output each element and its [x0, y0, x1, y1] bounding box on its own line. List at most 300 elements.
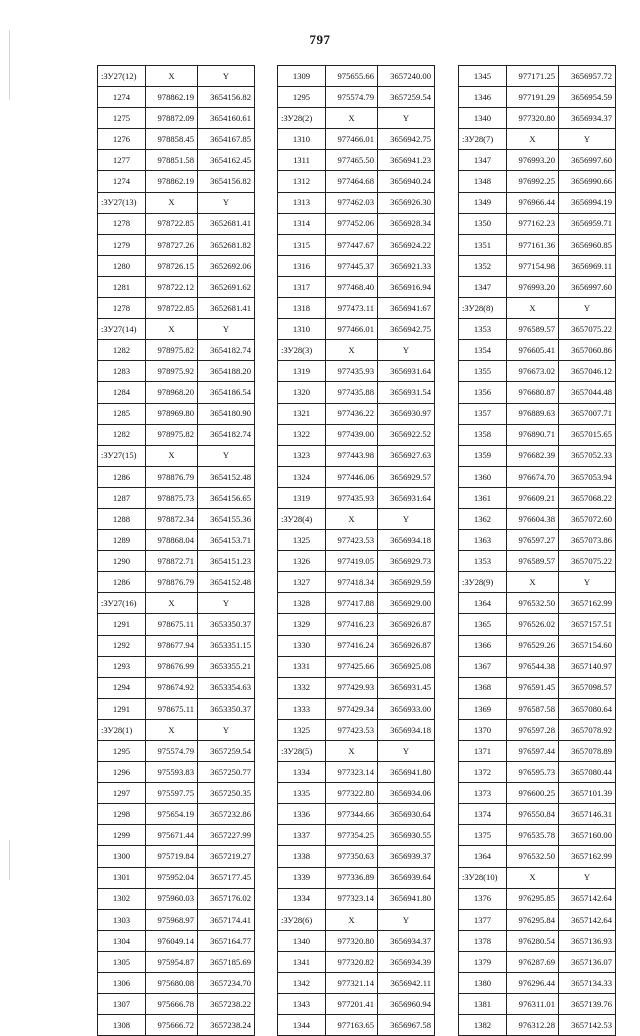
x-coordinate: 976992.25: [507, 171, 559, 192]
table-row: [98, 614, 255, 635]
parcel-header-row: [278, 108, 435, 129]
x-coordinate: 975954.87: [146, 951, 198, 972]
point-number: 1334: [278, 762, 326, 783]
x-coordinate: 975680.08: [146, 973, 198, 994]
table-row: [278, 677, 435, 698]
table-row: [459, 719, 616, 740]
table-row: [459, 804, 616, 825]
table-row: [459, 741, 616, 762]
y-coordinate: 3656931.54: [378, 382, 435, 403]
point-number: 1353: [459, 319, 507, 340]
point-number: 1295: [278, 87, 326, 108]
x-coordinate: 976589.57: [507, 319, 559, 340]
x-coordinate: 976532.50: [507, 593, 559, 614]
y-coordinate: 3657238.22: [198, 994, 255, 1015]
x-column-heading: X: [326, 508, 378, 529]
x-coordinate: 976993.20: [507, 150, 559, 171]
x-coordinate: 978858.45: [146, 129, 198, 150]
point-number: 1340: [278, 930, 326, 951]
y-coordinate: 3657142.53: [559, 1015, 616, 1036]
point-number: 1296: [98, 762, 146, 783]
x-coordinate: 977445.37: [326, 255, 378, 276]
parcel-label: :ЗУ28(10): [459, 867, 507, 888]
table-row: [278, 213, 435, 234]
x-coordinate: 977416.24: [326, 635, 378, 656]
point-number: 1349: [459, 192, 507, 213]
y-column-heading: Y: [378, 508, 435, 529]
point-number: 1288: [98, 508, 146, 529]
scan-edge-mark-bottom: [9, 840, 10, 880]
table-row: [459, 783, 616, 804]
point-number: 1302: [98, 888, 146, 909]
y-coordinate: 3656933.00: [378, 698, 435, 719]
y-coordinate: 3656997.60: [559, 150, 616, 171]
x-coordinate: 976587.58: [507, 698, 559, 719]
point-number: 1321: [278, 403, 326, 424]
table-row: [459, 1015, 616, 1036]
y-coordinate: 3656929.00: [378, 593, 435, 614]
x-coordinate: 978862.19: [146, 87, 198, 108]
parcel-header-row: [459, 129, 616, 150]
x-coordinate: 977161.36: [507, 234, 559, 255]
table-row: [98, 487, 255, 508]
x-coordinate: 978975.82: [146, 424, 198, 445]
y-coordinate: 3657098.57: [559, 677, 616, 698]
x-coordinate: 977162.23: [507, 213, 559, 234]
point-number: 1370: [459, 719, 507, 740]
x-coordinate: 977447.67: [326, 234, 378, 255]
table-row: [459, 382, 616, 403]
x-coordinate: 976544.38: [507, 656, 559, 677]
table-row: [278, 614, 435, 635]
x-coordinate: 977464.68: [326, 171, 378, 192]
x-coordinate: 976682.39: [507, 445, 559, 466]
point-number: 1287: [98, 487, 146, 508]
table-row: [459, 973, 616, 994]
point-number: 1282: [98, 424, 146, 445]
point-number: 1314: [278, 213, 326, 234]
table-row: [278, 192, 435, 213]
y-coordinate: 3653354.63: [198, 677, 255, 698]
x-coordinate: 978872.09: [146, 108, 198, 129]
y-coordinate: 3656997.60: [559, 276, 616, 297]
point-number: 1319: [278, 487, 326, 508]
table-row: [98, 846, 255, 867]
point-number: 1374: [459, 804, 507, 825]
x-coordinate: 977423.53: [326, 719, 378, 740]
y-coordinate: 3657250.77: [198, 762, 255, 783]
x-coordinate: 977429.93: [326, 677, 378, 698]
point-number: 1337: [278, 825, 326, 846]
point-number: 1313: [278, 192, 326, 213]
parcel-label: :ЗУ28(8): [459, 298, 507, 319]
table-row: [278, 171, 435, 192]
x-coordinate: 976673.02: [507, 361, 559, 382]
y-coordinate: 3653351.15: [198, 635, 255, 656]
y-coordinate: 3656960.85: [559, 234, 616, 255]
y-coordinate: 3656934.18: [378, 719, 435, 740]
point-number: 1280: [98, 255, 146, 276]
y-coordinate: 3657075.22: [559, 319, 616, 340]
x-coordinate: 977429.34: [326, 698, 378, 719]
y-coordinate: 3657078.89: [559, 741, 616, 762]
point-number: 1292: [98, 635, 146, 656]
table-row: [459, 319, 616, 340]
table-row: [98, 867, 255, 888]
point-number: 1323: [278, 445, 326, 466]
point-number: 1278: [98, 298, 146, 319]
table-row: [278, 298, 435, 319]
point-number: 1335: [278, 783, 326, 804]
table-row: [278, 593, 435, 614]
table-row: [278, 445, 435, 466]
point-number: 1362: [459, 508, 507, 529]
y-coordinate: 3657176.02: [198, 888, 255, 909]
point-number: 1291: [98, 698, 146, 719]
y-coordinate: 3656942.75: [378, 319, 435, 340]
y-coordinate: 3656926.87: [378, 614, 435, 635]
y-coordinate: 3657136.93: [559, 930, 616, 951]
y-coordinate: 3657142.64: [559, 909, 616, 930]
table-row: [98, 171, 255, 192]
x-column-heading: X: [326, 108, 378, 129]
table-row: [98, 87, 255, 108]
point-number: 1356: [459, 382, 507, 403]
table-row: [459, 234, 616, 255]
point-number: 1310: [278, 319, 326, 340]
table-row: [459, 213, 616, 234]
y-coordinate: 3654152.48: [198, 572, 255, 593]
y-coordinate: 3657073.86: [559, 530, 616, 551]
y-coordinate: 3657142.64: [559, 888, 616, 909]
parcel-header-row: [278, 340, 435, 361]
table-row: [459, 66, 616, 87]
x-coordinate: 975593.83: [146, 762, 198, 783]
y-column-heading: Y: [198, 66, 255, 87]
table-row: [98, 276, 255, 297]
y-coordinate: 3657075.22: [559, 551, 616, 572]
table-row: [98, 825, 255, 846]
point-number: 1325: [278, 530, 326, 551]
y-coordinate: 3657219.27: [198, 846, 255, 867]
table-row: [459, 930, 616, 951]
table-row: [459, 551, 616, 572]
table-row: [98, 382, 255, 403]
parcel-header-row: [459, 867, 616, 888]
x-column-heading: X: [507, 129, 559, 150]
y-coordinate: 3657177.45: [198, 867, 255, 888]
x-column-heading: X: [326, 909, 378, 930]
y-coordinate: 3654155.36: [198, 508, 255, 529]
y-coordinate: 3656927.63: [378, 445, 435, 466]
x-coordinate: 975960.03: [146, 888, 198, 909]
parcel-label: :ЗУ28(5): [278, 741, 326, 762]
point-number: 1295: [98, 741, 146, 762]
table-row: [278, 66, 435, 87]
point-number: 1327: [278, 572, 326, 593]
x-coordinate: 976609.21: [507, 487, 559, 508]
y-coordinate: 3656969.11: [559, 255, 616, 276]
table-row: [98, 804, 255, 825]
point-number: 1340: [459, 108, 507, 129]
point-number: 1316: [278, 255, 326, 276]
y-coordinate: 3656967.58: [378, 1015, 435, 1036]
point-number: 1333: [278, 698, 326, 719]
x-coordinate: 978727.26: [146, 234, 198, 255]
x-coordinate: 978674.92: [146, 677, 198, 698]
point-number: 1328: [278, 593, 326, 614]
x-coordinate: 976890.71: [507, 424, 559, 445]
x-coordinate: 977443.98: [326, 445, 378, 466]
point-number: 1352: [459, 255, 507, 276]
table-row: [278, 276, 435, 297]
table-row: [459, 150, 616, 171]
table-row: [459, 466, 616, 487]
x-coordinate: 976526.02: [507, 614, 559, 635]
point-number: 1371: [459, 741, 507, 762]
table-row: [459, 255, 616, 276]
x-coordinate: 976680.87: [507, 382, 559, 403]
point-number: 1351: [459, 234, 507, 255]
table-row: [459, 888, 616, 909]
point-number: 1334: [278, 888, 326, 909]
y-coordinate: 3657140.97: [559, 656, 616, 677]
x-coordinate: 977191.29: [507, 87, 559, 108]
table-row: [459, 508, 616, 529]
y-column-heading: Y: [559, 867, 616, 888]
table-row: [278, 255, 435, 276]
y-coordinate: 3656929.59: [378, 572, 435, 593]
table-row: [98, 403, 255, 424]
x-coordinate: 976595.73: [507, 762, 559, 783]
x-coordinate: 977417.88: [326, 593, 378, 614]
table-row: [459, 909, 616, 930]
y-coordinate: 3652692.06: [198, 255, 255, 276]
y-coordinate: 3654186.54: [198, 382, 255, 403]
parcel-header-row: [459, 572, 616, 593]
y-coordinate: 3654153.71: [198, 530, 255, 551]
x-column-heading: X: [146, 445, 198, 466]
point-number: 1361: [459, 487, 507, 508]
coordinates-table-middle: [277, 65, 435, 1036]
y-coordinate: 3657162.99: [559, 846, 616, 867]
y-coordinate: 3654156.65: [198, 487, 255, 508]
table-row: [98, 973, 255, 994]
x-coordinate: 977462.03: [326, 192, 378, 213]
y-coordinate: 3657157.51: [559, 614, 616, 635]
x-column-heading: X: [507, 298, 559, 319]
y-coordinate: 3652681.41: [198, 213, 255, 234]
x-column-heading: X: [326, 340, 378, 361]
point-number: 1320: [278, 382, 326, 403]
x-coordinate: 975574.79: [326, 87, 378, 108]
y-coordinate: 3654180.90: [198, 403, 255, 424]
point-number: 1303: [98, 909, 146, 930]
x-column-heading: X: [146, 593, 198, 614]
y-coordinate: 3654167.85: [198, 129, 255, 150]
table-row: [278, 762, 435, 783]
x-coordinate: 975968.97: [146, 909, 198, 930]
point-number: 1294: [98, 677, 146, 698]
x-column-heading: X: [507, 572, 559, 593]
x-coordinate: 976966.44: [507, 192, 559, 213]
point-number: 1300: [98, 846, 146, 867]
x-coordinate: 975671.44: [146, 825, 198, 846]
point-number: 1297: [98, 783, 146, 804]
point-number: 1365: [459, 614, 507, 635]
point-number: 1366: [459, 635, 507, 656]
x-coordinate: 976597.28: [507, 719, 559, 740]
y-column-heading: Y: [378, 340, 435, 361]
table-row: [459, 487, 616, 508]
y-coordinate: 3657234.70: [198, 973, 255, 994]
table-row: [459, 951, 616, 972]
x-coordinate: 976550.84: [507, 804, 559, 825]
table-row: [459, 340, 616, 361]
y-coordinate: 3656924.22: [378, 234, 435, 255]
y-coordinate: 3652681.41: [198, 298, 255, 319]
x-coordinate: 975654.19: [146, 804, 198, 825]
x-coordinate: 977425.66: [326, 656, 378, 677]
table-row: [278, 951, 435, 972]
parcel-header-row: [98, 192, 255, 213]
point-number: 1311: [278, 150, 326, 171]
x-coordinate: 976597.27: [507, 530, 559, 551]
x-coordinate: 977320.80: [507, 108, 559, 129]
table-row: [98, 994, 255, 1015]
table-row: [459, 403, 616, 424]
parcel-label: :ЗУ28(3): [278, 340, 326, 361]
table-row: [278, 466, 435, 487]
point-number: 1341: [278, 951, 326, 972]
y-coordinate: 3656941.67: [378, 298, 435, 319]
y-coordinate: 3656929.57: [378, 466, 435, 487]
table-row: [98, 677, 255, 698]
point-number: 1274: [98, 87, 146, 108]
point-number: 1307: [98, 994, 146, 1015]
x-coordinate: 977416.23: [326, 614, 378, 635]
table-row: [278, 403, 435, 424]
x-coordinate: 978975.92: [146, 361, 198, 382]
y-coordinate: 3656941.80: [378, 762, 435, 783]
point-number: 1377: [459, 909, 507, 930]
x-coordinate: 978862.19: [146, 171, 198, 192]
point-number: 1277: [98, 150, 146, 171]
x-coordinate: 975952.04: [146, 867, 198, 888]
y-coordinate: 3656921.33: [378, 255, 435, 276]
x-coordinate: 975666.72: [146, 1015, 198, 1036]
y-coordinate: 3657160.00: [559, 825, 616, 846]
table-row: [278, 719, 435, 740]
x-coordinate: 978675.11: [146, 614, 198, 635]
y-coordinate: 3656942.11: [378, 973, 435, 994]
parcel-header-row: [98, 719, 255, 740]
x-coordinate: 976889.63: [507, 403, 559, 424]
y-coordinate: 3656960.94: [378, 994, 435, 1015]
table-row: [459, 825, 616, 846]
point-number: 1275: [98, 108, 146, 129]
y-coordinate: 3657052.33: [559, 445, 616, 466]
y-coordinate: 3657080.64: [559, 698, 616, 719]
parcel-label: :ЗУ27(16): [98, 593, 146, 614]
point-number: 1276: [98, 129, 146, 150]
table-row: [278, 319, 435, 340]
x-coordinate: 977435.93: [326, 487, 378, 508]
table-row: [278, 87, 435, 108]
y-coordinate: 3656930.97: [378, 403, 435, 424]
table-row: [459, 846, 616, 867]
x-coordinate: 978975.82: [146, 340, 198, 361]
point-number: 1342: [278, 973, 326, 994]
x-coordinate: 976993.20: [507, 276, 559, 297]
table-row: [98, 656, 255, 677]
point-number: 1318: [278, 298, 326, 319]
y-coordinate: 3654156.82: [198, 87, 255, 108]
point-number: 1274: [98, 171, 146, 192]
x-coordinate: 977201.41: [326, 994, 378, 1015]
y-column-heading: Y: [378, 909, 435, 930]
table-row: [278, 382, 435, 403]
y-column-heading: Y: [559, 129, 616, 150]
x-coordinate: 977435.88: [326, 382, 378, 403]
x-coordinate: 977419.05: [326, 551, 378, 572]
y-coordinate: 3657015.65: [559, 424, 616, 445]
y-coordinate: 3654152.48: [198, 466, 255, 487]
y-coordinate: 3654156.82: [198, 171, 255, 192]
x-coordinate: 976600.25: [507, 783, 559, 804]
y-coordinate: 3657044.48: [559, 382, 616, 403]
table-row: [459, 614, 616, 635]
y-coordinate: 3653355.21: [198, 656, 255, 677]
x-coordinate: 975597.75: [146, 783, 198, 804]
x-coordinate: 978722.12: [146, 276, 198, 297]
point-number: 1293: [98, 656, 146, 677]
point-number: 1312: [278, 171, 326, 192]
y-column-heading: Y: [198, 593, 255, 614]
point-number: 1278: [98, 213, 146, 234]
x-coordinate: 976674.70: [507, 466, 559, 487]
point-number: 1317: [278, 276, 326, 297]
table-row: [459, 192, 616, 213]
parcel-label: :ЗУ28(7): [459, 129, 507, 150]
y-coordinate: 3654182.74: [198, 424, 255, 445]
table-row: [459, 635, 616, 656]
point-number: 1368: [459, 677, 507, 698]
table-row: [98, 741, 255, 762]
point-number: 1343: [278, 994, 326, 1015]
table-row: [98, 698, 255, 719]
table-row: [98, 762, 255, 783]
point-number: 1346: [459, 87, 507, 108]
table-row: [278, 234, 435, 255]
point-number: 1299: [98, 825, 146, 846]
y-coordinate: 3656934.06: [378, 783, 435, 804]
point-number: 1359: [459, 445, 507, 466]
x-coordinate: 978726.15: [146, 255, 198, 276]
y-coordinate: 3657174.41: [198, 909, 255, 930]
point-number: 1382: [459, 1015, 507, 1036]
table-row: [98, 635, 255, 656]
y-coordinate: 3653350.37: [198, 698, 255, 719]
y-coordinate: 3657154.60: [559, 635, 616, 656]
table-row: [98, 951, 255, 972]
point-number: 1336: [278, 804, 326, 825]
parcel-label: :ЗУ27(15): [98, 445, 146, 466]
x-coordinate: 978872.34: [146, 508, 198, 529]
x-coordinate: 975666.78: [146, 994, 198, 1015]
parcel-header-row: [278, 909, 435, 930]
y-coordinate: 3653350.37: [198, 614, 255, 635]
